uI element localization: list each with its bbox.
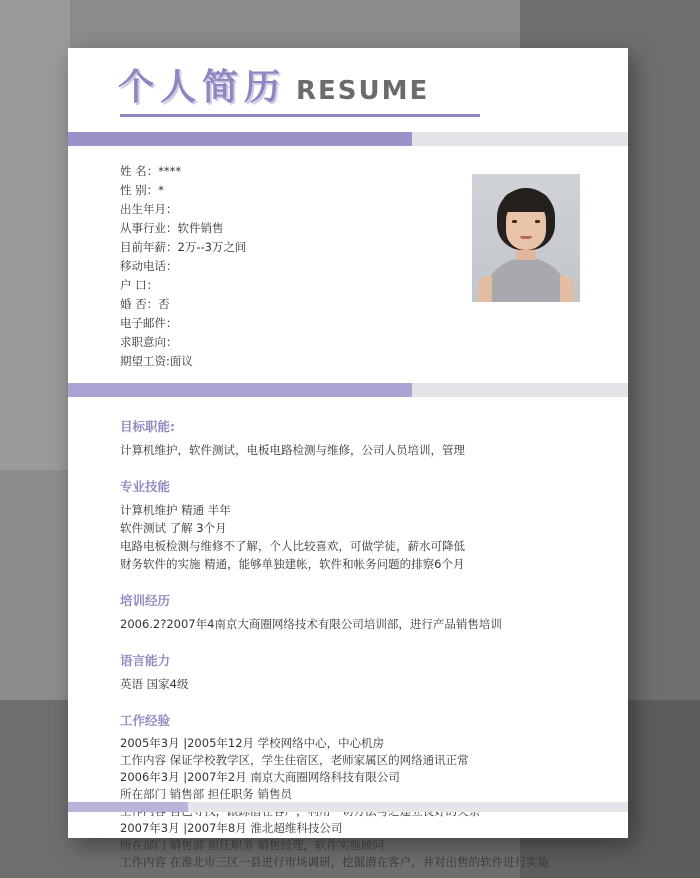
section-accent-bar [68,383,628,397]
info-row: 求职意向： [120,335,178,349]
info-row: 出生年月： [120,202,178,216]
photo-fringe [502,192,550,212]
section-line: 英语 国家4级 [120,677,189,691]
applicant-photo [472,174,580,302]
section-line: 所在部门 销售部 担任职务 销售经理，软件实施顾问 [120,838,384,852]
section-skills [68,477,628,573]
section-line: 所在部门 销售部 担任职务 销售员 [120,787,292,801]
accent-bar-grey [412,132,628,146]
section-line: 电路电板检测与维修不了解，个人比较喜欢，可做学徒，薪水可降低 [120,539,465,553]
section-line: 软件测试 了解 3个月 [120,521,227,535]
photo-mouth [520,236,532,239]
photo-shoulder-left [478,276,492,302]
info-row: 移动电话： [120,259,178,273]
photo-shoulder-right [560,276,574,302]
header-underline [120,114,480,117]
footer-accent-fill [68,802,188,812]
section-line: 2006.2?2007年4南京大商圈网络技术有限公司培训部，进行产品销售培训 [120,617,502,631]
section-line: 工作内容 在淮北市三区一县进行市场调研，挖掘潜在客户，并对出售的软件进行实施 [120,855,550,869]
page-title-en: RESUME [296,76,430,106]
info-row: 电子邮件： [120,316,178,330]
section-line: 工作内容 保证学校教学区，学生住宿区，老师家属区的网络通讯正常 [120,753,469,767]
section-title: 目标职能: [120,419,175,434]
page-title-cn: 个人简历 [118,67,287,108]
photo-eye-left [512,220,517,223]
section-title: 语言能力 [120,653,171,668]
info-row: 目前年薪：2万--3万之间 [120,240,247,254]
background-mid-strip [0,470,70,700]
info-row: 期望工资:面议 [120,354,193,368]
info-row: 姓 名：**** [120,164,182,178]
photo-eye-right [535,220,540,223]
section-line: 2005年3月 |2005年12月 学校网络中心，中心机房 [120,736,385,750]
section-bar-fill [68,383,398,397]
section-language [68,651,628,693]
footer-accent-bar [68,802,628,812]
section-line: 计算机维护 精通 半年 [120,503,231,517]
basic-info-list [120,162,450,371]
title-zone [118,67,430,108]
info-row: 婚 否：否 [120,297,170,311]
basic-info-section [68,146,628,379]
section-objective [68,417,628,459]
section-line: 2006年3月 |2007年2月 南京大商圈网络科技有限公司 [120,770,400,784]
section-title: 专业技能 [120,479,171,494]
section-experience [68,711,628,871]
header-accent-bar [68,132,628,146]
info-row: 从事行业：软件销售 [120,221,224,235]
resume-header [68,48,628,130]
section-line: 财务软件的实施 精通，能够单独建帐，软件和帐务问题的排察6个月 [120,557,465,571]
section-training [68,591,628,633]
section-bar-grey [412,383,628,397]
section-title: 培训经历 [120,593,171,608]
info-row: 性 别：* [120,183,164,197]
info-row: 户 口： [120,278,159,292]
section-line: 2007年3月 |2007年8月 淮北超维科技公司 [120,821,343,835]
section-line: 计算机维护，软件测试，电板电路检测与维修，公司人员培训，管理 [120,443,465,457]
resume-page [68,48,628,869]
accent-bar-fill [68,132,398,146]
section-title: 工作经验 [120,713,171,728]
